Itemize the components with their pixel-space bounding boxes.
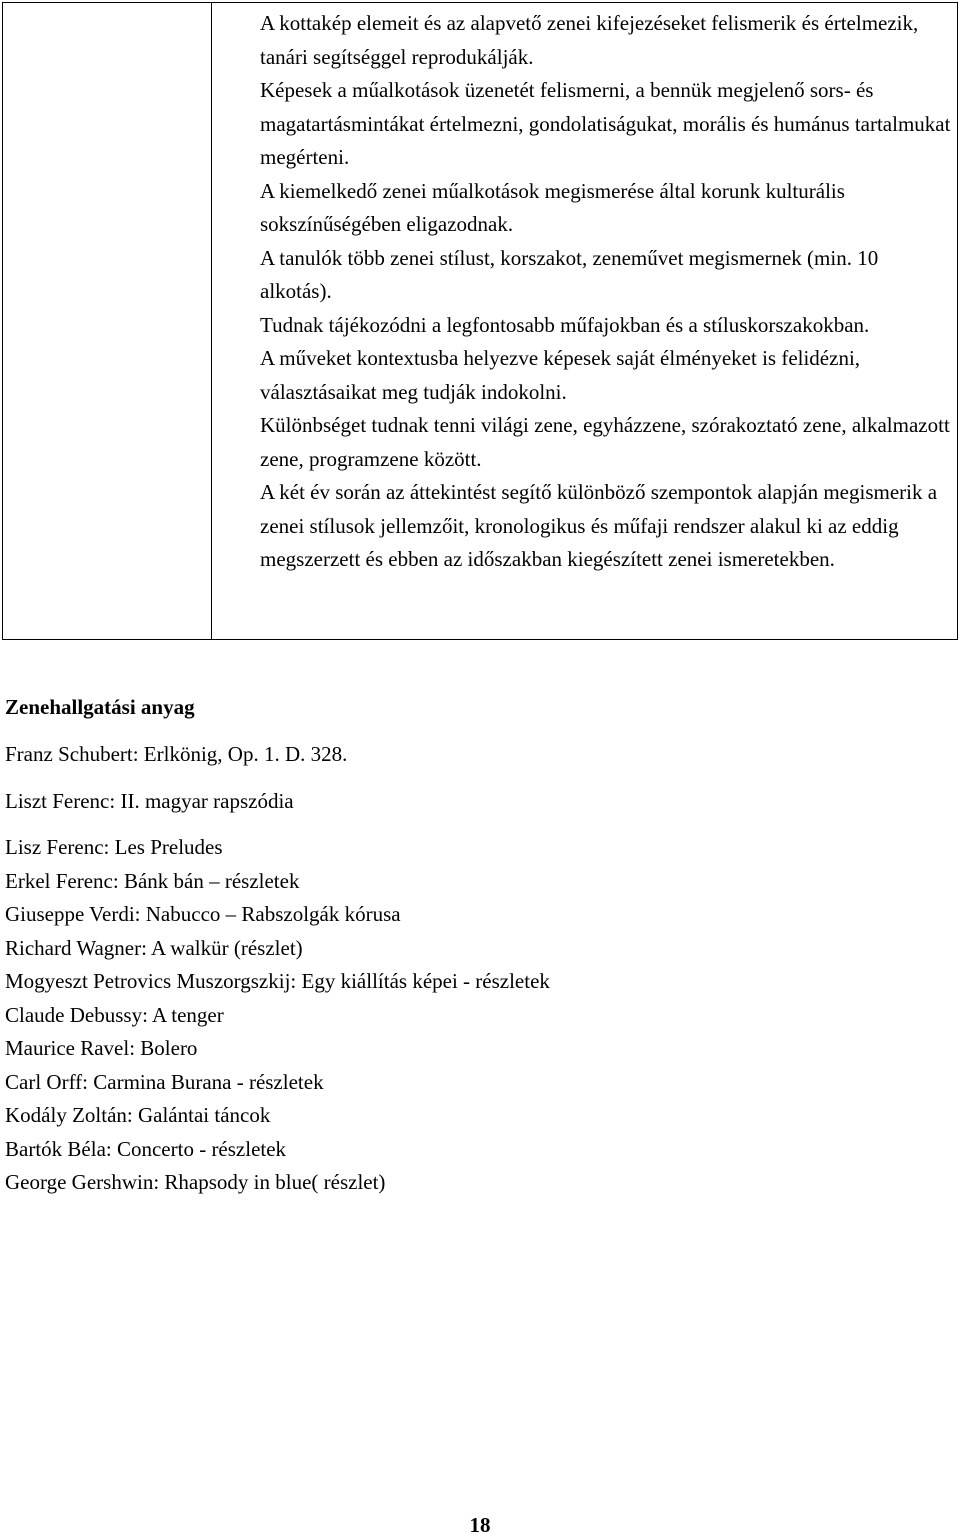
outcome-item: A kottakép elemeit és az alapvető zenei kifejezéseket felismerik és értelmezik, tanári segítséggel reprodukálják. [260,11,919,69]
listening-item: Erkel Ferenc: Bánk bán – részletek [5,868,300,893]
outcome-item: Képesek a műalkotások üzenetét felismerni, a bennük megjelenő sors- és magatartásmintákat értelmezni, gondolatiságukat, morális és humánus tartalmukat megérteni. [260,78,951,169]
outcomes-table [2,2,958,640]
outcome-item: A műveket kontextusba helyezve képesek saját élményeket is felidézni, választásaikat meg tudják indokolni. [260,346,861,404]
page-number: 18 [469,1513,491,1537]
listening-item: Maurice Ravel: Bolero [5,1036,198,1060]
listening-item: Carl Orff: Carmina Burana - részletek [5,1069,324,1094]
listening-item: George Gershwin: Rhapsody in blue( részlet) [5,1170,386,1194]
table-empty-cell [3,3,212,639]
listening-item: Lisz Ferenc: Les Preludes [5,835,223,859]
outcome-item: A tanulók több zenei stílust, korszakot, zeneművet megismernek (min. 10 alkotás). [260,245,879,303]
listening-item: Giuseppe Verdi: Nabucco – Rabszolgák kórusa [5,902,401,926]
listening-item: Bartók Béla: Concerto - részletek [5,1136,287,1161]
listening-list [5,738,550,1200]
outcomes-cell [212,3,957,639]
listening-item: Richard Wagner: A walkür (részlet) [5,935,303,960]
outcome-item: Különbséget tudnak tenni világi zene, egyházzene, szórakoztató zene, alkalmazott zene, programzene között. [260,413,950,471]
listening-item: Mogyeszt Petrovics Muszorgszkij: Egy kiállítás képei - részletek [5,969,550,993]
listening-item: Liszt Ferenc: II. magyar rapszódia [5,788,294,813]
listening-item: Kodály Zoltán: Galántai táncok [5,1103,271,1127]
listening-item: Franz Schubert: Erlkönig, Op. 1. D. 328. [5,742,348,766]
listening-heading: Zenehallgatási anyag [5,695,195,719]
listening-item: Claude Debussy: A tenger [5,1002,224,1027]
outcome-item: A kiemelkedő zenei műalkotások megismerése által korunk kulturális sokszínűségében eligazodnak. [260,178,845,236]
outcomes-list [220,3,951,577]
outcome-item: Tudnak tájékozódni a legfontosabb műfajokban és a stíluskorszakokban. [260,312,870,337]
outcome-item: A két év során az áttekintést segítő különböző szempontok alapján megismerik a zenei stílusok jellemzőit, kronologikus és műfaji rendszer alakul ki az eddig megszerzett és ebben az időszakban kiegészített zenei ismeretekben. [260,480,938,571]
